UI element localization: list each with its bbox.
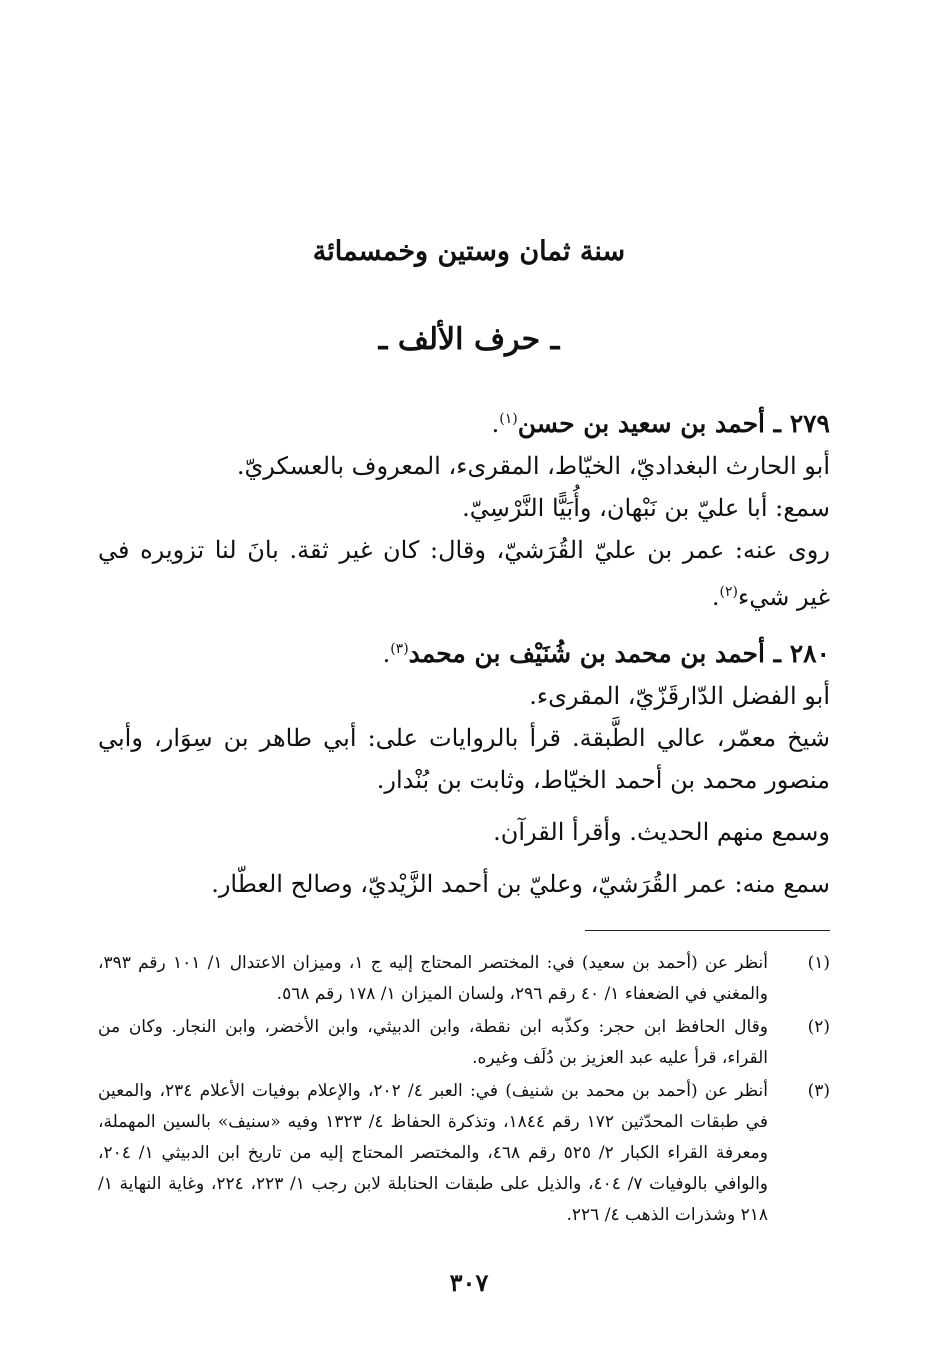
page-number: ٣٠٧ xyxy=(449,1268,489,1297)
entry-line-text: في غير شيء xyxy=(98,536,830,611)
footnote xyxy=(98,1076,830,1231)
entry-line: أبو الحارث البغداديّ، الخيّاط، المقرىء، المعروف بالعسكريّ. xyxy=(236,452,830,480)
entry-heading xyxy=(98,398,830,445)
footnote-number: (٣) xyxy=(807,1081,830,1101)
footnote xyxy=(98,1012,830,1074)
entry-line xyxy=(98,529,830,618)
footnote-text: أنظر عن (أحمد بن محمد بن شنيف) في: العبر ٤/ ٢٠٢، والإعلام بوفيات الأعلام ٢٣٤، والمعين في طبقات المحدّثين ١٧٢ رقم ١٨٤٤، وتذكرة الحفاظ ٤/ ١٣٢٣ وفيه «سنيف» بالسين المهملة، ومعرفة القراء الكبار ٢/ ٥٢٥ رقم ٤٦٨، والمختصر المحتاج إليه من تاريخ ابن الدبيثي ١/ ٢٠٤، والوافي بالوفيات ٧/ ٤٠٤، والذيل على طبقات الحنابلة لابن رجب ١/ ٢٢٣، ٢٢٤، وغاية النهاية ١/ ٢١٨ وشذرات الذهب ٤/ ٢٢٦. xyxy=(98,1081,769,1225)
entry-title: ٢٨٠ ـ أحمد بن محمد بن شُنَيْف بن محمد xyxy=(408,639,830,668)
footnote-number: (٢) xyxy=(807,1017,830,1037)
punctuation: . xyxy=(711,583,720,611)
footnote-text: وقال الحافظ ابن حجر: وكذّبه ابن نقطة، وابن الدبيثي، وابن الأخضر، وابن النجار. وكان من القراء، قرأ عليه عبد العزيز بن دُلَف وغيره. xyxy=(98,1017,768,1068)
main-text xyxy=(98,398,830,905)
punctuation: . xyxy=(491,410,500,438)
footnote-number: (١) xyxy=(807,953,830,973)
punctuation: . xyxy=(382,640,391,668)
entry-heading xyxy=(98,628,830,675)
footnote-ref: (٢) xyxy=(719,584,738,600)
section-title: ـ حرف الألف ـ xyxy=(378,322,560,357)
entry-line: أبو الفضل الدّارقَزّيّ، المقرىء. xyxy=(529,682,830,710)
footnote xyxy=(98,948,830,1010)
year-title: سنة ثمان وستين وخمسمائة xyxy=(312,236,626,267)
footnote-ref: (٣) xyxy=(390,641,409,657)
entry-line: سمع: أبا عليّ بن نَبْهان، وأُبَيًّا النَّرْسِيّ. xyxy=(462,494,830,522)
entry-line: وسمع منهم الحديث. وأقرأ القرآن. xyxy=(493,818,830,846)
footnote-divider xyxy=(585,930,830,931)
footnote-ref: (١) xyxy=(499,411,518,427)
entry-line-text: روى عنه: عمر بن عليّ القُرَشيّ، وقال: كان غير ثقة. بانَ لنا تزويره xyxy=(140,536,830,564)
footnotes xyxy=(98,948,830,1233)
entry-title: ٢٧٩ ـ أحمد بن سعيد بن حسن xyxy=(517,409,830,438)
footnote-text: أنظر عن (أحمد بن سعيد) في: المختصر المحتاج إليه ج ١، وميزان الاعتدال ١/ ١٠١ رقم ٣٩٣، والمغني في الضعفاء ١/ ٤٠ رقم ٢٩٦، ولسان الميزان ١/ ١٧٨ رقم ٥٦٨. xyxy=(98,953,768,1004)
entry-line: شيخ معمّر، عالي الطَّبقة. قرأ بالروايات على: أبي طاهر بن سِوَار، وأبي منصور محمد بن أحمد الخيّاط، وثابت بن بُنْدار. xyxy=(98,724,831,794)
entry-line: سمع منه: عمر القُرَشيّ، وعليّ بن أحمد الزَّيْديّ، وصالح العطّار. xyxy=(211,870,830,898)
